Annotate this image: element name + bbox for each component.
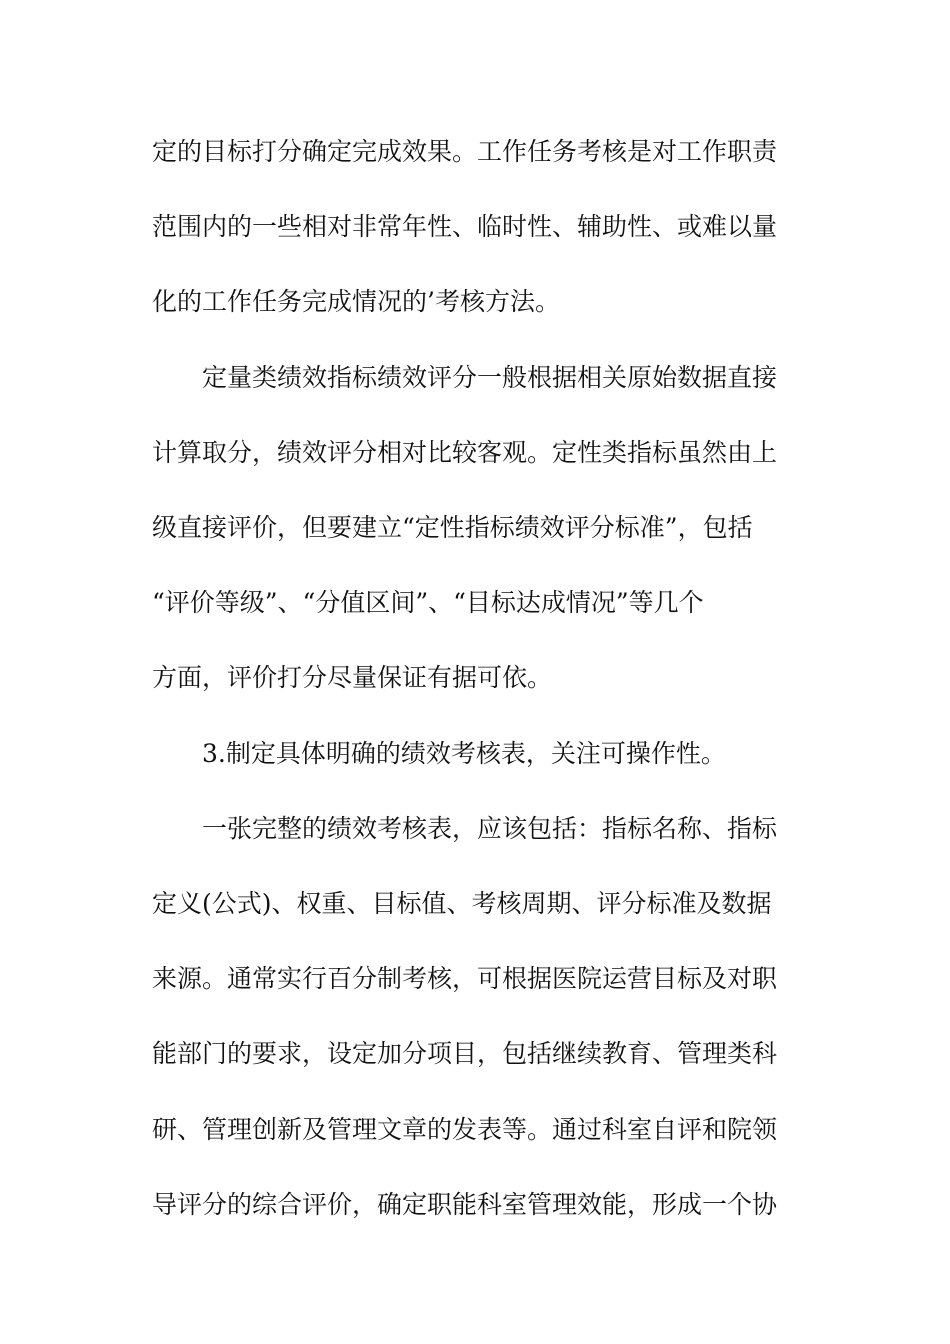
text-line: 研、管理创新及管理文章的发表等。通过科室自评和院领 xyxy=(152,1115,778,1144)
text-line: “评价等级”、“分值区间”、“目标达成情况”等几个 xyxy=(152,588,704,617)
text-line: 定义(公式)、权重、目标值、考核周期、评分标准及数据 xyxy=(152,889,772,918)
paragraph-first-line: 定量类绩效指标绩效评分一般根据相关原始数据直接 xyxy=(202,363,778,392)
text-line: 能部门的要求，设定加分项目，包括继续教育、管理类科 xyxy=(152,1039,778,1068)
paragraph-first-line: 一张完整的绩效考核表，应该包括：指标名称、指标 xyxy=(202,814,778,843)
text-line: 化的工作任务完成情况的’考核方法。 xyxy=(152,287,560,316)
text-line: 定的目标打分确定完成效果。工作任务考核是对工作职责 xyxy=(152,137,778,166)
text-line: 方面，评价打分尽量保证有据可依。 xyxy=(152,663,553,692)
text-line: 范围内的一些相对非常年性、临时性、辅助性、或难以量 xyxy=(152,212,778,241)
text-line: 级直接评价，但要建立“定性指标绩效评分标准”，包括 xyxy=(152,513,753,542)
numbered-heading: 3.制定具体明确的绩效考核表，关注可操作性。 xyxy=(202,739,726,768)
text-line: 计算取分，绩效评分相对比较客观。定性类指标虽然由上 xyxy=(152,438,778,467)
text-line: 导评分的综合评价，确定职能科室管理效能，形成一个协 xyxy=(152,1190,778,1219)
text-line: 来源。通常实行百分制考核，可根据医院运营目标及对职 xyxy=(152,964,778,993)
